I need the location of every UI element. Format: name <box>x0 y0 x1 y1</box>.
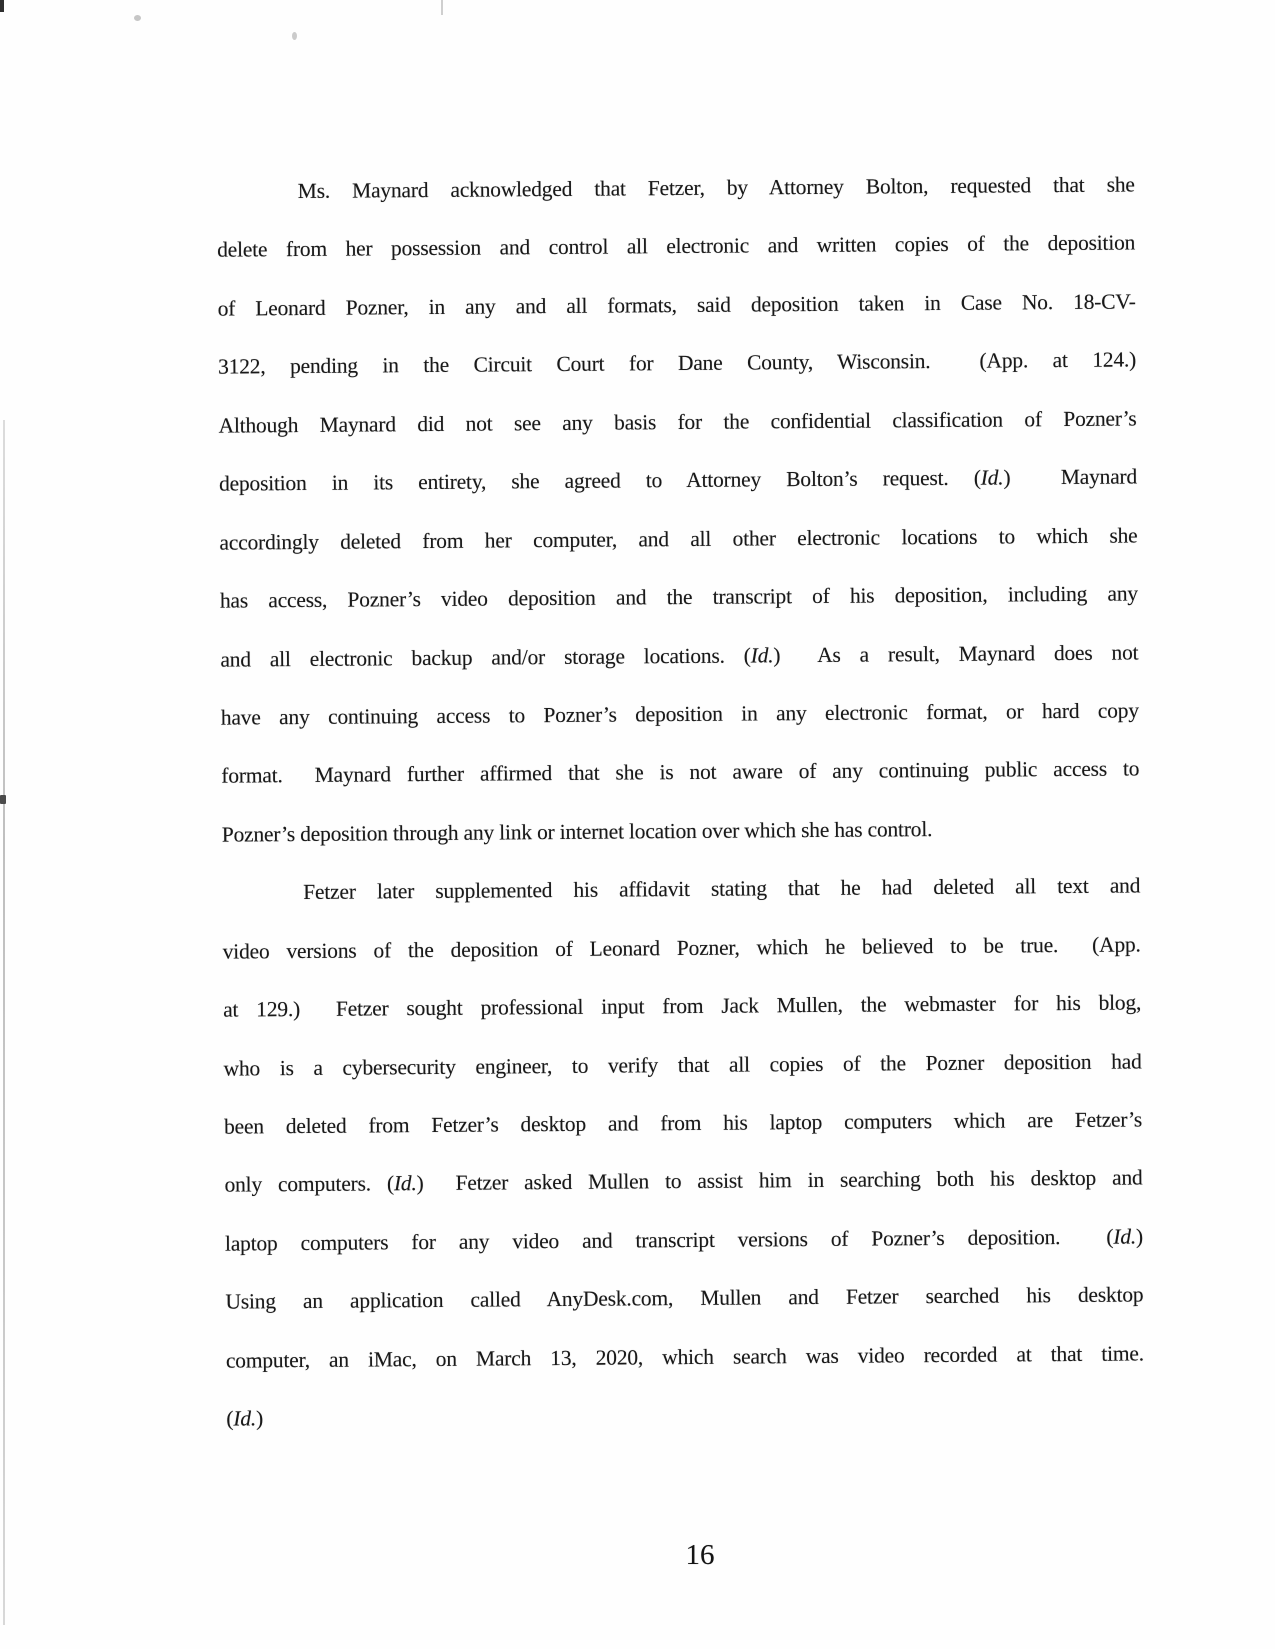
citation-italic: Id. <box>750 642 774 667</box>
paragraph <box>222 857 1145 1449</box>
text-segment: ) Fetzer asked Mullen to assist him in searching both his desktop and <box>416 1165 1143 1196</box>
page-number: 16 <box>685 1539 715 1571</box>
scan-corner-mark <box>0 0 4 12</box>
text-segment: format. Maynard further affirmed that she is not aware of any continuing public access to <box>221 756 1140 789</box>
text-segment: ( <box>226 1406 234 1431</box>
text-segment: Pozner’s deposition through any link or internet location over which she has control. <box>221 816 933 847</box>
text-line <box>222 857 1140 923</box>
text-line <box>222 798 1140 864</box>
text-segment: ) Maynard <box>1003 464 1138 490</box>
citation-italic: Id. <box>1113 1224 1137 1249</box>
text-segment: computer, an iMac, on March 13, 2020, which search was video recorded at that time. <box>225 1341 1144 1373</box>
text-line <box>224 1090 1142 1156</box>
citation-italic: Id. <box>980 465 1004 490</box>
text-line <box>225 1207 1143 1273</box>
text-line <box>221 740 1139 806</box>
text-line <box>217 214 1135 280</box>
document-body <box>217 155 1145 1448</box>
scan-speck <box>134 15 141 21</box>
text-line <box>217 155 1135 221</box>
text-segment: at 129.) Fetzer sought professional input from Jack Mullen, the webmaster for his blog, <box>223 990 1142 1022</box>
citation-italic: Id. <box>393 1171 417 1196</box>
scan-speck <box>292 32 297 40</box>
text-segment: of Leonard Pozner, in any and all formats, said deposition taken in Case No. 18-CV- <box>217 289 1136 321</box>
text-segment: have any continuing access to Pozner’s deposition in any electronic format, or hard copy <box>220 698 1139 730</box>
scan-edge-line <box>3 420 5 1625</box>
text-line <box>222 915 1140 981</box>
text-line <box>221 681 1139 747</box>
text-line <box>219 506 1137 572</box>
text-segment: ) <box>255 1406 264 1431</box>
paragraph <box>217 155 1140 863</box>
text-line <box>223 1032 1141 1098</box>
text-line <box>220 564 1138 630</box>
scan-edge-tick <box>0 795 6 804</box>
text-segment: Although Maynard did not see any basis for the confidential classification of Pozner’s <box>218 406 1137 438</box>
text-segment: only computers. ( <box>224 1171 394 1198</box>
scan-top-tick <box>441 0 443 15</box>
text-segment: been deleted from Fetzer’s desktop and from his laptop computers which are Fetzer’s <box>223 1107 1143 1139</box>
citation-italic: Id. <box>233 1406 257 1431</box>
text-line <box>226 1383 1144 1449</box>
text-line <box>224 1149 1142 1215</box>
text-segment: who is a cybersecurity engineer, to verify that all copies of the Pozner deposition had <box>223 1048 1142 1081</box>
text-segment: delete from her possession and control all electronic and written copies of the deposition <box>217 230 1136 263</box>
text-segment: laptop computers for any video and transcript versions of Pozner’s deposition. ( <box>224 1224 1114 1256</box>
text-segment: 3122, pending in the Circuit Court for Dane County, Wisconsin. (App. at 124.) <box>218 347 1137 379</box>
text-segment: Fetzer later supplemented his affidavit stating that he had deleted all text and <box>303 873 1141 905</box>
text-line <box>219 448 1137 514</box>
text-segment: ) <box>1135 1224 1144 1249</box>
text-line <box>220 623 1138 689</box>
text-segment: Ms. Maynard acknowledged that Fetzer, by Attorney Bolton, requested that she <box>297 172 1135 204</box>
text-segment: and all electronic backup and/or storage locations. ( <box>220 642 751 672</box>
text-segment: has access, Pozner’s video deposition and the transcript of his deposition, including any <box>219 581 1139 613</box>
text-segment: video versions of the deposition of Leonard Pozner, which he believed to be true. (App. <box>222 932 1141 964</box>
text-line <box>218 389 1136 455</box>
text-line <box>223 974 1141 1040</box>
text-segment: deposition in its entirety, she agreed to Attorney Bolton’s request. ( <box>218 465 981 496</box>
text-segment: Using an application called AnyDesk.com, Mullen and Fetzer searched his desktop <box>225 1282 1144 1314</box>
text-line <box>217 272 1135 338</box>
text-segment: accordingly deleted from her computer, and all other electronic locations to which she <box>219 523 1138 555</box>
text-segment: ) As a result, Maynard does not <box>773 639 1139 667</box>
text-line <box>225 1266 1143 1332</box>
text-line <box>218 331 1136 397</box>
text-line <box>226 1324 1144 1390</box>
